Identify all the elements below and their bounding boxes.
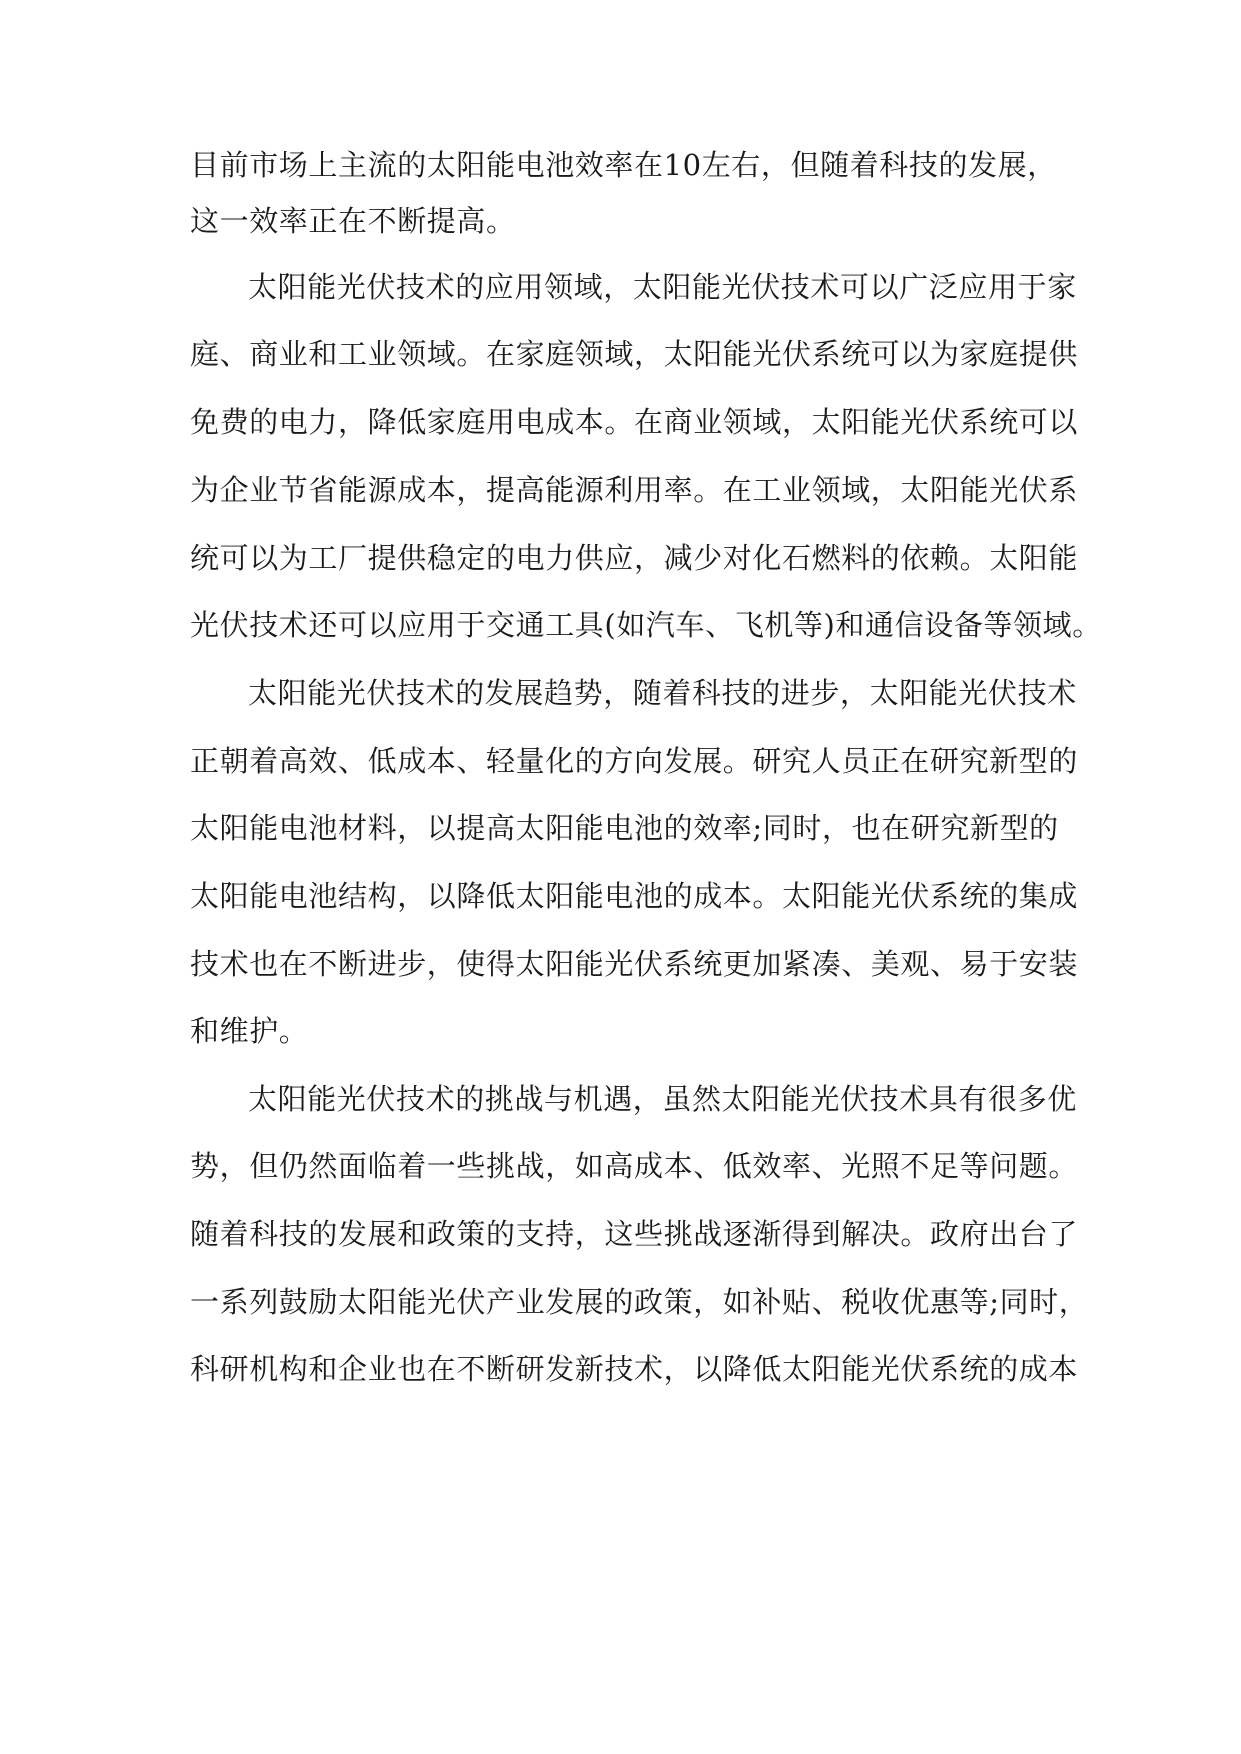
paragraph-first-line: 太阳能光伏技术的挑战与机遇，虽然太阳能光伏技术具有很多优 (248, 1082, 1077, 1116)
text-line: 太阳能电池材料，以提高太阳能电池的效率;同时，也在研究新型的 (190, 811, 1059, 845)
paragraph-first-line: 太阳能光伏技术的发展趋势，随着科技的进步，太阳能光伏技术 (248, 676, 1077, 710)
text-line: 为企业节省能源成本，提高能源利用率。在工业领域，太阳能光伏系 (190, 473, 1079, 507)
text-line: 太阳能电池结构，以降低太阳能电池的成本。太阳能光伏系统的集成 (190, 879, 1079, 913)
text-line: 统可以为工厂提供稳定的电力供应，减少对化石燃料的依赖。太阳能 (190, 541, 1079, 575)
text-line: 免费的电力，降低家庭用电成本。在商业领域，太阳能光伏系统可以 (190, 405, 1079, 439)
text-line: 庭、商业和工业领域。在家庭领域，太阳能光伏系统可以为家庭提供 (190, 337, 1079, 371)
text-line: 科研机构和企业也在不断研发新技术，以降低太阳能光伏系统的成本 (190, 1352, 1079, 1386)
paragraph-first-line: 太阳能光伏技术的应用领域，太阳能光伏技术可以广泛应用于家 (248, 270, 1077, 304)
text-line: 一系列鼓励太阳能光伏产业发展的政策，如补贴、税收优惠等;同时， (190, 1285, 1089, 1319)
text-line: 随着科技的发展和政策的支持，这些挑战逐渐得到解决。政府出台了 (190, 1217, 1079, 1251)
text-line: 这一效率正在不断提高。 (190, 204, 516, 238)
text-line: 正朝着高效、低成本、轻量化的方向发展。研究人员正在研究新型的 (190, 744, 1079, 778)
text-line: 和维护。 (190, 1014, 309, 1048)
text-line: 光伏技术还可以应用于交通工具(如汽车、飞机等)和通信设备等领域。 (190, 608, 1102, 642)
text-line: 技术也在不断进步，使得太阳能光伏系统更加紧凑、美观、易于安装 (190, 947, 1079, 981)
text-line: 目前市场上主流的太阳能电池效率在10左右，但随着科技的发展， (190, 148, 1057, 182)
text-line: 势，但仍然面临着一些挑战，如高成本、低效率、光照不足等问题。 (190, 1149, 1079, 1183)
